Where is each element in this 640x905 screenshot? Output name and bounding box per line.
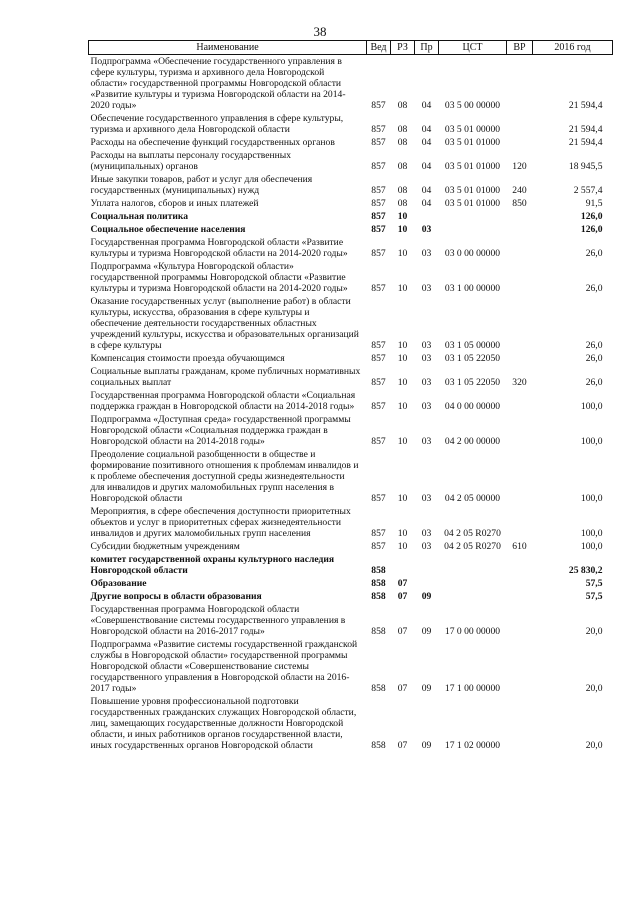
cell-pr: 03 <box>421 377 432 388</box>
cell-name: Подпрограмма «Доступная среда» государственной программы Новгородской области «Социальная поддержка граждан в Новгородской области на 2014-2018 годы» <box>90 414 351 447</box>
cell-vr <box>507 136 533 149</box>
cell-vr <box>507 389 533 413</box>
cell-cst: 03 1 05 22050 <box>444 377 501 388</box>
cell-pr: 03 <box>421 436 432 447</box>
cell-amount: 57,5 <box>585 591 603 602</box>
cell-rz: 10 <box>397 377 408 388</box>
table-header <box>89 41 613 55</box>
cell-name: Уплата налогов, сборов и иных платежей <box>90 198 259 209</box>
table-row <box>89 210 613 223</box>
cell-ved: 858 <box>371 578 386 589</box>
cell-pr: 03 <box>421 541 432 552</box>
cell-pr: 03 <box>421 401 432 412</box>
cell-ved: 858 <box>371 683 386 694</box>
table-row <box>89 638 613 695</box>
cell-rz: 10 <box>397 224 408 235</box>
cell-rz: 08 <box>397 137 408 148</box>
table-row <box>89 197 613 210</box>
cell-vr <box>507 236 533 260</box>
cell-vr <box>507 260 533 295</box>
header-rz: РЗ <box>391 41 415 55</box>
header-vr: ВР <box>507 41 533 55</box>
cell-pr: 03 <box>421 340 432 351</box>
cell-cst: 03 1 00 00000 <box>444 283 501 294</box>
cell-pr <box>415 210 439 223</box>
cell-name: Преодоление социальной разобщенности в обществе и формирование позитивного отношения к проблемам инвалидов и к проблеме обеспечения доступной среды жизнедеятельности для инвалидов и других маломобильных групп населения в Новгородской области <box>90 449 359 504</box>
cell-vr: 320 <box>512 377 527 388</box>
cell-amount: 25 830,2 <box>568 565 603 576</box>
cell-pr: 04 <box>421 198 432 209</box>
cell-ved: 857 <box>371 161 386 172</box>
cell-vr <box>507 577 533 590</box>
header-pr: Пр <box>415 41 439 55</box>
cell-amount: 100,0 <box>580 528 603 539</box>
cell-rz: 08 <box>397 124 408 135</box>
cell-ved: 858 <box>371 565 386 576</box>
table-row <box>89 540 613 553</box>
cell-cst: 03 5 01 01000 <box>444 185 501 196</box>
cell-rz: 10 <box>397 401 408 412</box>
cell-cst <box>439 553 507 577</box>
table-row <box>89 173 613 197</box>
cell-cst: 03 0 00 00000 <box>444 248 501 259</box>
cell-vr <box>507 448 533 505</box>
cell-ved: 857 <box>371 283 386 294</box>
cell-amount: 20,0 <box>585 740 603 751</box>
cell-cst: 03 5 01 01000 <box>444 198 501 209</box>
cell-pr: 03 <box>421 353 432 364</box>
cell-name: Другие вопросы в области образования <box>90 591 262 602</box>
cell-ved: 857 <box>371 211 386 222</box>
cell-vr <box>507 695 533 752</box>
cell-amount: 21 594,4 <box>568 124 603 135</box>
cell-name: Повышение уровня профессиональной подготовки государственных гражданских служащих Новгородской области, лиц, замещающих государственные должности Новгородской области, и иных работников органов государственной власти, иных государственных органов Новгородской области <box>90 696 357 751</box>
cell-ved: 857 <box>371 224 386 235</box>
budget-table <box>88 40 613 752</box>
cell-vr <box>507 638 533 695</box>
cell-vr <box>507 112 533 136</box>
table-row <box>89 448 613 505</box>
cell-pr: 09 <box>421 683 432 694</box>
cell-cst: 03 5 00 00000 <box>444 100 501 111</box>
cell-amount: 91,5 <box>585 198 603 209</box>
cell-rz: 07 <box>397 683 408 694</box>
cell-rz: 07 <box>397 591 408 602</box>
cell-name: Социальное обеспечение населения <box>90 224 246 235</box>
cell-cst: 04 0 00 00000 <box>444 401 501 412</box>
cell-ved: 857 <box>371 137 386 148</box>
cell-cst <box>439 210 507 223</box>
cell-name: Подпрограмма «Культура Новгородской области» государственной программы Новгородской области «Развитие культуры и туризма Новгородской области на 2014-2020 годы» <box>90 261 348 294</box>
table-row <box>89 590 613 603</box>
table-row <box>89 505 613 540</box>
table-row <box>89 365 613 389</box>
table-row <box>89 295 613 352</box>
cell-cst: 03 1 05 00000 <box>444 340 501 351</box>
cell-cst: 17 0 00 00000 <box>444 626 501 637</box>
cell-vr <box>507 413 533 448</box>
cell-vr <box>507 553 533 577</box>
cell-name: Иные закупки товаров, работ и услуг для обеспечения государственных (муниципальных) нужд <box>90 174 313 196</box>
cell-name: Образование <box>90 578 147 589</box>
cell-ved: 857 <box>371 353 386 364</box>
cell-name: Расходы на выплаты персоналу государственных (муниципальных) органов <box>90 150 292 172</box>
cell-amount: 26,0 <box>585 377 603 388</box>
cell-rz: 08 <box>397 161 408 172</box>
cell-pr: 04 <box>421 161 432 172</box>
cell-amount: 20,0 <box>585 626 603 637</box>
cell-name: Расходы на обеспечение функций государственных органов <box>90 137 335 148</box>
header-ved: Вед <box>367 41 391 55</box>
cell-ved: 857 <box>371 100 386 111</box>
table-row <box>89 236 613 260</box>
table-row <box>89 55 613 113</box>
cell-rz: 10 <box>397 211 408 222</box>
cell-amount: 100,0 <box>580 436 603 447</box>
cell-vr <box>507 295 533 352</box>
cell-pr: 09 <box>421 740 432 751</box>
table-row <box>89 413 613 448</box>
cell-amount: 57,5 <box>585 578 603 589</box>
cell-rz: 07 <box>397 626 408 637</box>
cell-vr <box>507 603 533 638</box>
table-row <box>89 553 613 577</box>
cell-ved: 858 <box>371 626 386 637</box>
table-row <box>89 603 613 638</box>
table-body <box>89 55 613 753</box>
cell-pr <box>415 553 439 577</box>
cell-ved: 857 <box>371 340 386 351</box>
header-row <box>89 41 613 55</box>
cell-rz: 08 <box>397 198 408 209</box>
cell-pr: 04 <box>421 185 432 196</box>
cell-ved: 857 <box>371 185 386 196</box>
cell-cst: 17 1 02 00000 <box>444 740 501 751</box>
cell-name: Государственная программа Новгородской области «Развитие культуры и туризма Новгородской области на 2014-2020 годы» <box>90 237 348 259</box>
cell-rz: 08 <box>397 100 408 111</box>
cell-name: Подпрограмма «Развитие системы государственной гражданской службы в Новгородской области» государственной программы Новгородской области «Совершенствование системы государственного управления в Новгородской области на 2016-2017 годы» <box>90 639 358 694</box>
cell-cst: 04 2 05 R0270 <box>444 541 501 552</box>
cell-ved: 858 <box>371 591 386 602</box>
cell-rz: 10 <box>397 528 408 539</box>
cell-name: комитет государственной охраны культурного наследия Новгородской области <box>90 554 335 576</box>
table-row <box>89 260 613 295</box>
cell-name: Оказание государственных услуг (выполнение работ) в области культуры, искусства, образования в сфере культуры и обеспечение деятельности государственных областных учреждений культуры, искусства и образовательных организаций в сфере культуры <box>90 296 359 351</box>
cell-ved: 857 <box>371 248 386 259</box>
cell-rz: 10 <box>397 436 408 447</box>
cell-vr: 610 <box>512 541 527 552</box>
cell-amount: 20,0 <box>585 683 603 694</box>
cell-rz: 07 <box>397 578 408 589</box>
cell-vr <box>507 505 533 540</box>
cell-ved: 857 <box>371 124 386 135</box>
cell-vr <box>507 590 533 603</box>
header-name: Наименование <box>89 41 367 55</box>
header-amount: 2016 год <box>533 41 613 55</box>
cell-rz: 08 <box>397 185 408 196</box>
cell-pr: 03 <box>421 283 432 294</box>
cell-pr: 04 <box>421 137 432 148</box>
cell-pr <box>415 577 439 590</box>
cell-rz: 07 <box>397 740 408 751</box>
cell-amount: 26,0 <box>585 353 603 364</box>
cell-cst <box>439 590 507 603</box>
table-row <box>89 136 613 149</box>
cell-amount: 26,0 <box>585 283 603 294</box>
cell-name: Подпрограмма «Обеспечение государственного управления в сфере культуры, туризма и архивного дела Новгородской области» государственной программы Новгородской области «Развитие культуры и туризма Новгородской области на 2014-2020 годы» <box>90 56 346 111</box>
cell-rz: 10 <box>397 340 408 351</box>
cell-rz: 10 <box>397 493 408 504</box>
cell-ved: 857 <box>371 436 386 447</box>
cell-cst: 03 5 01 01000 <box>444 137 501 148</box>
cell-name: Социальная политика <box>90 211 189 222</box>
cell-pr: 03 <box>421 493 432 504</box>
cell-cst <box>439 577 507 590</box>
cell-name: Субсидии бюджетным учреждениям <box>90 541 240 552</box>
cell-pr: 03 <box>421 224 432 235</box>
cell-pr: 09 <box>421 591 432 602</box>
cell-vr <box>507 223 533 236</box>
cell-amount: 18 945,5 <box>568 161 603 172</box>
header-cst: ЦСТ <box>439 41 507 55</box>
cell-cst <box>439 223 507 236</box>
table-row <box>89 389 613 413</box>
cell-name: Компенсация стоимости проезда обучающимся <box>90 353 285 364</box>
cell-vr: 240 <box>512 185 527 196</box>
cell-rz: 10 <box>397 283 408 294</box>
table-row <box>89 577 613 590</box>
cell-cst: 03 5 01 00000 <box>444 124 501 135</box>
cell-amount: 100,0 <box>580 541 603 552</box>
cell-cst: 17 1 00 00000 <box>444 683 501 694</box>
cell-rz: 10 <box>397 541 408 552</box>
cell-amount: 100,0 <box>580 401 603 412</box>
cell-amount: 26,0 <box>585 248 603 259</box>
cell-cst: 04 2 00 00000 <box>444 436 501 447</box>
cell-ved: 857 <box>371 377 386 388</box>
cell-pr: 04 <box>421 124 432 135</box>
cell-vr <box>507 210 533 223</box>
cell-name: Государственная программа Новгородской области «Совершенствование системы государственного управления в Новгородской области на 2016-2017 годы» <box>90 604 346 637</box>
cell-pr: 09 <box>421 626 432 637</box>
cell-cst: 04 2 05 R0270 <box>444 528 501 539</box>
cell-amount: 126,0 <box>580 224 603 235</box>
cell-ved: 857 <box>371 528 386 539</box>
cell-vr <box>507 352 533 365</box>
cell-rz <box>391 553 415 577</box>
page-number: 38 <box>313 24 327 39</box>
cell-vr <box>507 55 533 113</box>
cell-name: Государственная программа Новгородской области «Социальная поддержка граждан в Новгородской области на 2014-2018 годы» <box>90 390 356 412</box>
cell-ved: 857 <box>371 541 386 552</box>
cell-rz: 10 <box>397 248 408 259</box>
cell-amount: 26,0 <box>585 340 603 351</box>
table-row <box>89 149 613 173</box>
cell-name: Социальные выплаты гражданам, кроме публичных нормативных социальных выплат <box>90 366 361 388</box>
cell-cst: 04 2 05 00000 <box>444 493 501 504</box>
cell-pr: 03 <box>421 528 432 539</box>
cell-amount: 21 594,4 <box>568 137 603 148</box>
cell-name: Обеспечение государственного управления в сфере культуры, туризма и архивного дела Новгородской области <box>90 113 344 135</box>
cell-pr: 03 <box>421 248 432 259</box>
cell-vr: 120 <box>512 161 527 172</box>
table-row <box>89 352 613 365</box>
cell-cst: 03 5 01 01000 <box>444 161 501 172</box>
cell-vr: 850 <box>512 198 527 209</box>
cell-rz: 10 <box>397 353 408 364</box>
cell-amount: 126,0 <box>580 211 603 222</box>
cell-name: Мероприятия, в сфере обеспечения доступности приоритетных объектов и услуг в приоритетных сферах жизнедеятельности инвалидов и других маломобильных групп населения <box>90 506 351 539</box>
table-row <box>89 695 613 752</box>
cell-ved: 857 <box>371 493 386 504</box>
cell-amount: 21 594,4 <box>568 100 603 111</box>
cell-pr: 04 <box>421 100 432 111</box>
cell-amount: 2 557,4 <box>573 185 603 196</box>
cell-ved: 857 <box>371 198 386 209</box>
table-row <box>89 112 613 136</box>
cell-ved: 858 <box>371 740 386 751</box>
table-row <box>89 223 613 236</box>
cell-cst: 03 1 05 22050 <box>444 353 501 364</box>
cell-ved: 857 <box>371 401 386 412</box>
cell-amount: 100,0 <box>580 493 603 504</box>
